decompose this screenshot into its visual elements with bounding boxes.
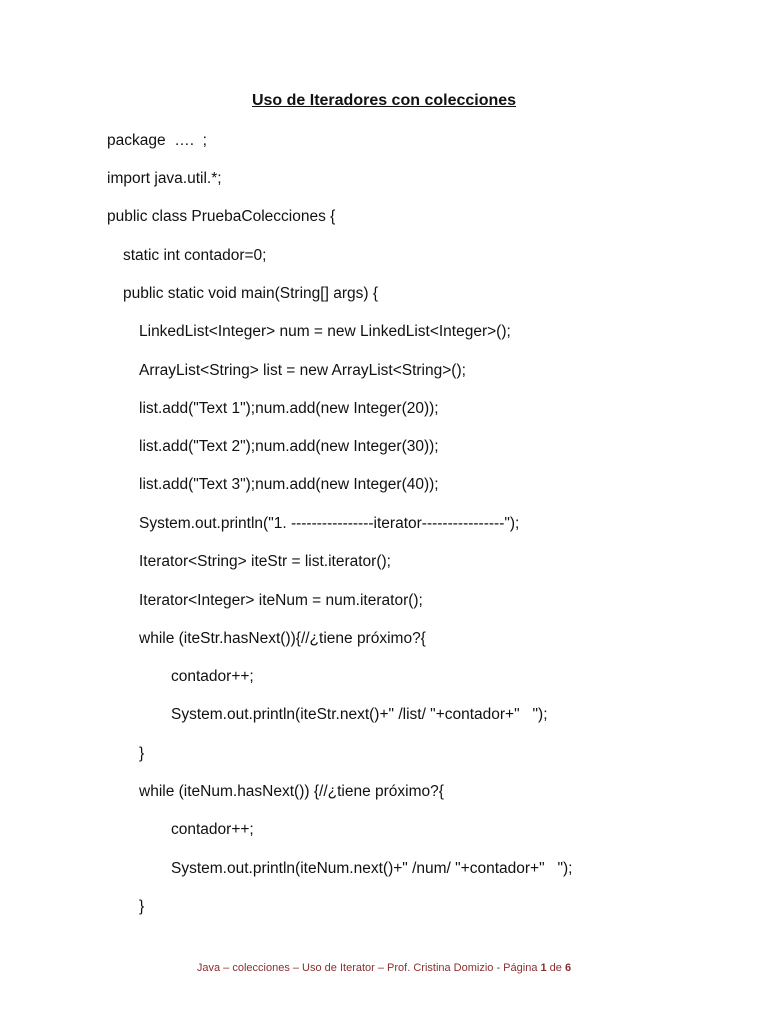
code-line: while (iteStr.hasNext()){//¿tiene próximo?{ [139, 630, 426, 647]
code-line: while (iteNum.hasNext()) {//¿tiene próximo?{ [139, 783, 444, 800]
code-line: System.out.println("1. ----------------iterator----------------"); [139, 515, 520, 532]
code-line: public class PruebaColecciones { [107, 208, 336, 225]
code-line: list.add("Text 2");num.add(new Integer(30)); [139, 438, 439, 455]
code-line: import java.util.*; [107, 170, 222, 187]
page-total: 6 [564, 962, 572, 974]
page-footer [0, 962, 768, 974]
page-number: 1 [540, 962, 547, 974]
footer-of-label: de [546, 962, 565, 974]
code-line: LinkedList<Integer> num = new LinkedList<Integer>(); [139, 323, 511, 340]
code-line: contador++; [171, 821, 254, 838]
code-line: list.add("Text 3");num.add(new Integer(40)); [139, 476, 439, 493]
code-line: package …. ; [107, 132, 207, 149]
footer-text: Java – colecciones – Uso de Iterator – Prof. Cristina Domizio - Página [196, 962, 541, 974]
code-line: static int contador=0; [123, 247, 267, 264]
code-line: System.out.println(iteNum.next()+" /num/ "+contador+" "); [171, 860, 573, 877]
code-line: Iterator<Integer> iteNum = num.iterator(); [139, 592, 423, 609]
code-line: System.out.println(iteStr.next()+" /list/ "+contador+" "); [171, 706, 548, 723]
code-line: } [139, 898, 145, 915]
code-line: } [139, 745, 145, 762]
code-line: ArrayList<String> list = new ArrayList<String>(); [139, 362, 466, 379]
code-line: list.add("Text 1");num.add(new Integer(20)); [139, 400, 439, 417]
code-line: Iterator<String> iteStr = list.iterator(); [139, 553, 391, 570]
code-line: public static void main(String[] args) { [123, 285, 378, 302]
document-title: Uso de Iteradores con colecciones [251, 92, 517, 109]
code-line: contador++; [171, 668, 254, 685]
